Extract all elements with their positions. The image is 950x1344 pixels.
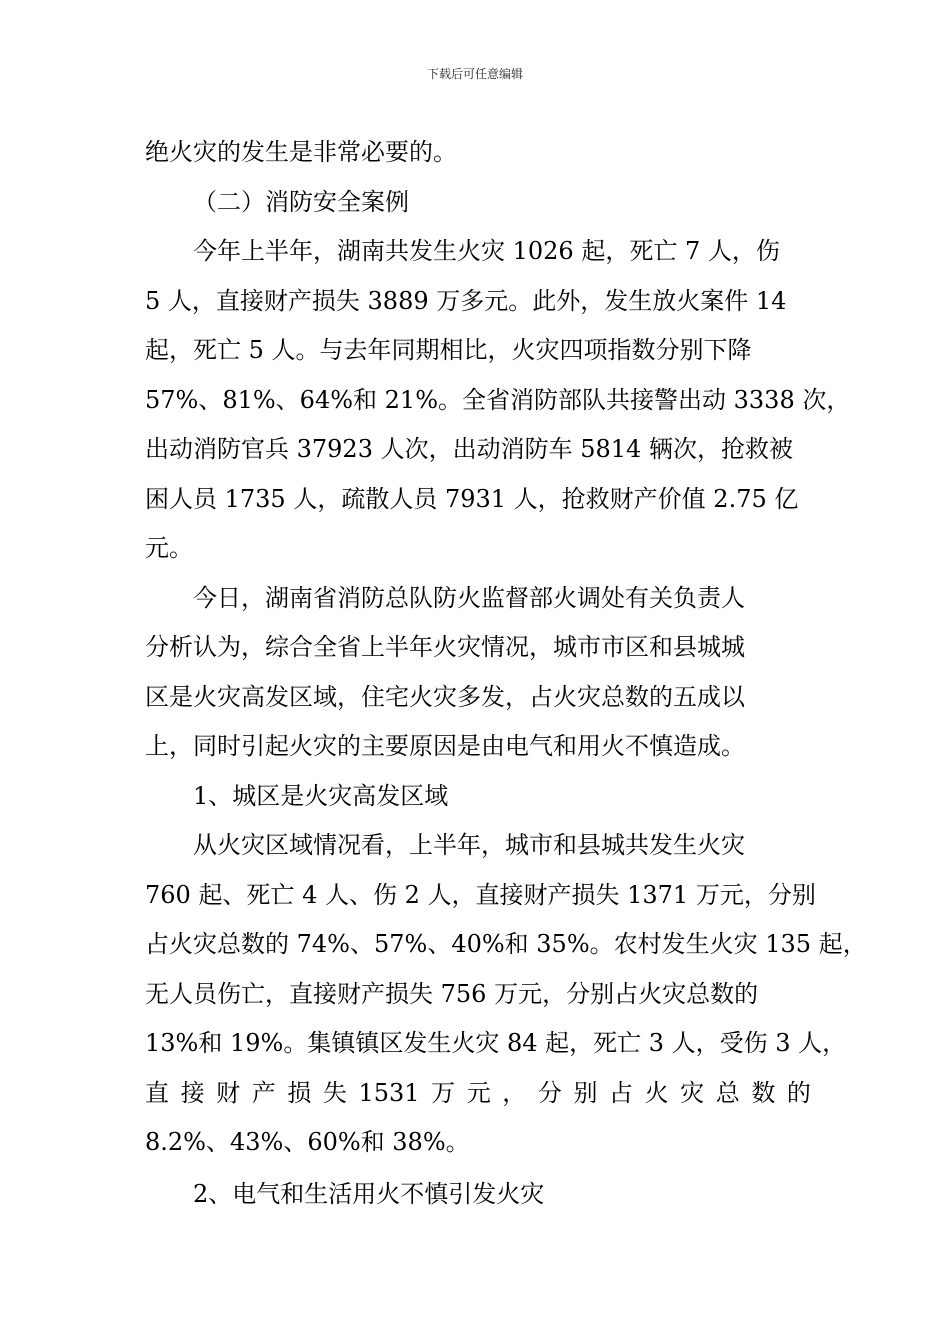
justified-token: 产 bbox=[251, 1078, 276, 1107]
paragraph-line: 分析认为，综合全省上半年火灾情况，城市市区和县城城 bbox=[145, 633, 745, 661]
justified-token: 1531 bbox=[358, 1078, 420, 1107]
paragraph-line: 760 起、死亡 4 人、伤 2 人，直接财产损失 1371 万元，分别 bbox=[145, 880, 816, 909]
justified-token: 接 bbox=[180, 1078, 205, 1107]
paragraph-line: 绝火灾的发生是非常必要的。 bbox=[145, 138, 457, 166]
paragraph-line: 13%和 19%。集镇镇区发生火灾 84 起，死亡 3 人，受伤 3 人， bbox=[145, 1029, 847, 1057]
paragraph-line: 上，同时引起火灾的主要原因是由电气和用火不慎造成。 bbox=[145, 732, 745, 760]
justified-token: 占 bbox=[609, 1078, 634, 1107]
paragraph-line: 无人员伤亡，直接财产损失 756 万元，分别占火灾总数的 bbox=[145, 979, 759, 1008]
justified-token: 分 bbox=[537, 1078, 562, 1107]
paragraph-line: 起，死亡 5 人。与去年同期相比，火灾四项指数分别下降 bbox=[145, 336, 752, 364]
justified-token: 失 bbox=[322, 1078, 347, 1107]
justified-token: 总 bbox=[715, 1078, 740, 1107]
subsection-heading: 1、城区是火灾高发区域 bbox=[193, 781, 449, 810]
justified-token: 损 bbox=[287, 1078, 312, 1107]
subsection-heading: 2、电气和生活用火不慎引发火灾 bbox=[193, 1179, 545, 1208]
paragraph-line: 占火灾总数的 74%、57%、40%和 35%。农村发生火灾 135 起， bbox=[145, 930, 867, 958]
paragraph-line: 8.2%、43%、60%和 38%。 bbox=[145, 1128, 470, 1156]
justified-paragraph-line bbox=[145, 1069, 811, 1119]
justified-token: 财 bbox=[216, 1078, 241, 1107]
paragraph-line: 今日，湖南省消防总队防火监督部火调处有关负责人 bbox=[193, 583, 745, 612]
justified-token: 直 bbox=[145, 1078, 169, 1107]
justified-token: 元 bbox=[466, 1078, 491, 1107]
section-heading: （二）消防安全案例 bbox=[193, 187, 409, 216]
paragraph-line: 从火灾区域情况看，上半年，城市和县城共发生火灾 bbox=[193, 831, 745, 859]
paragraph-line: 区是火灾高发区域，住宅火灾多发，占火灾总数的五成以 bbox=[145, 682, 745, 711]
justified-token: 数 bbox=[751, 1078, 776, 1107]
justified-token: ， bbox=[502, 1078, 527, 1107]
justified-token: 的 bbox=[786, 1078, 811, 1107]
justified-token: 火 bbox=[644, 1078, 669, 1107]
paragraph-line: 元。 bbox=[145, 534, 193, 562]
paragraph-line: 5 人，直接财产损失 3889 万多元。此外，发生放火案件 14 bbox=[145, 286, 787, 315]
paragraph-line: 出动消防官兵 37923 人次，出动消防车 5814 辆次，抢救被 bbox=[145, 435, 793, 463]
justified-token: 万 bbox=[431, 1078, 456, 1107]
paragraph-line: 困人员 1735 人，疏散人员 7931 人，抢救财产价值 2.75 亿 bbox=[145, 484, 799, 513]
page-header: 下载后可任意编辑 bbox=[426, 67, 523, 81]
document-body bbox=[145, 128, 867, 1219]
paragraph-line: 57%、81%、64%和 21%。全省消防部队共接警出动 3338 次， bbox=[145, 385, 851, 414]
paragraph-line: 今年上半年，湖南共发生火灾 1026 起，死亡 7 人，伤 bbox=[193, 237, 780, 265]
justified-token: 灾 bbox=[680, 1078, 705, 1107]
justified-token: 别 bbox=[573, 1078, 598, 1107]
